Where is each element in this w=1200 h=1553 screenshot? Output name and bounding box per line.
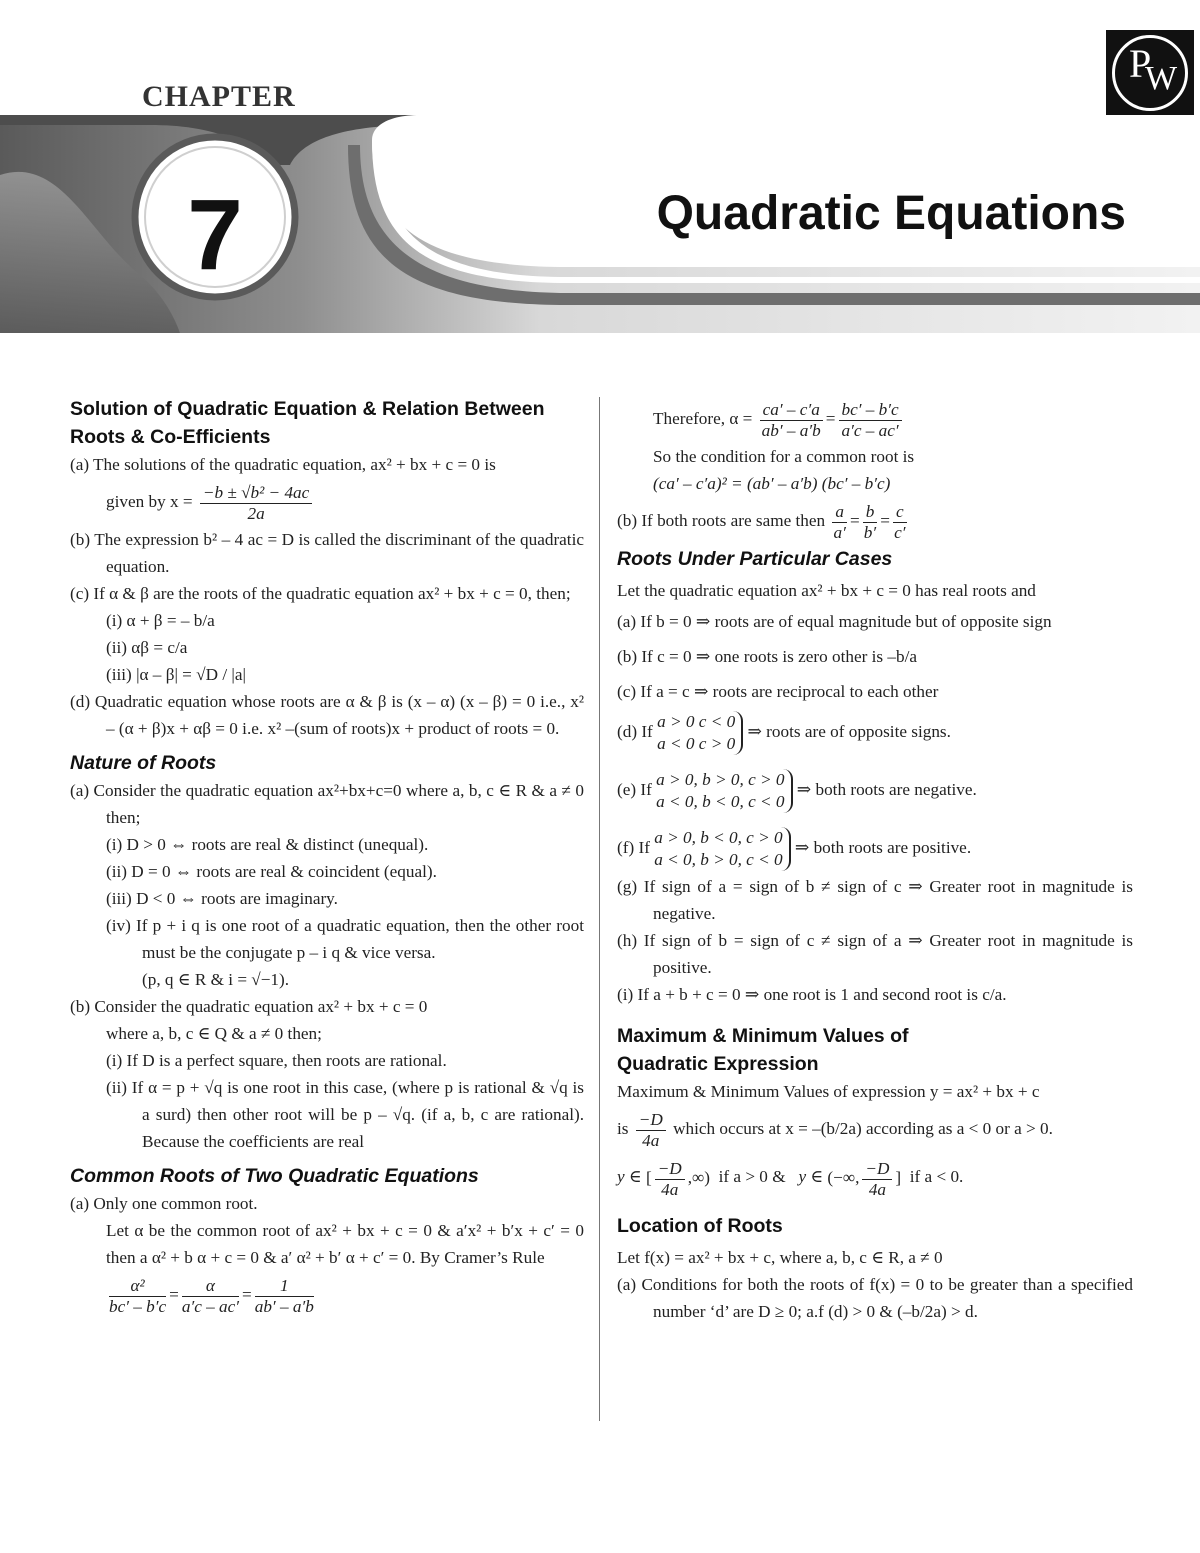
particular-f-result: ⇒ both roots are positive. [794,837,972,857]
range-line [617,1153,1133,1202]
particular-e-label: (e) If [617,779,652,799]
alpha-frac-1 [760,400,823,441]
chapter-label: CHAPTER [142,80,296,113]
particular-h: (h) If sign of b = sign of c ≠ sign of a ⇒ Greater root in magnitude is positive. [617,931,1133,977]
range-1-den: 4a [661,1179,679,1199]
particular-e-line1: a > 0, b > 0, c > 0 [656,770,785,789]
pw-logo [1106,30,1194,115]
left-column [70,395,584,1319]
nature-b-ii: (ii) If α = p + √q is one root in this case, (where p is rational & √q is a surd) then other root will be p – √q. (if a, b, c are rational). Because the coefficients are real [106,1078,584,1151]
formula-fraction [200,483,312,524]
cramer-frac-3-den: ab′ – a′b [254,1296,314,1316]
particular-d-result: ⇒ roots are of opposite signs. [747,721,951,741]
nature-a-ii: (ii) D = 0 ⇔ roots are real & coincident (equal). [106,862,437,881]
same-frac-2 [863,502,878,543]
common-roots-a: (a) Only one common root. [70,1194,258,1213]
para-solution-c: (c) If α & β are the roots of the quadratic equation ax² + bx + c = 0, then; [70,584,571,603]
particular-intro: Let the quadratic equation ax² + bx + c = 0 has real roots and [617,581,1036,600]
section-heading-particular-cases: Roots Under Particular Cases [617,548,893,570]
particular-b: (b) If c = 0 ⇒ one roots is zero other is –b/a [617,647,917,666]
particular-f-label: (f) If [617,837,650,857]
max-min-frac-den: 4a [642,1130,660,1150]
cramer-frac-3 [255,1276,314,1317]
cramer-frac-2-num: α [182,1276,239,1297]
column-divider [599,397,600,1421]
nature-b: (b) Consider the quadratic equation ax² + bx + c = 0 [70,997,428,1016]
cramer-frac-2-den: a′c – ac′ [181,1296,240,1316]
max-min-text: Maximum & Minimum Values of expression y = ax² + bx + c [617,1082,1040,1101]
max-min-heading-line1: Maximum & Minimum Values of [617,1025,909,1047]
particular-d-label: (d) If [617,721,653,741]
both-roots-same: (b) If both roots are same then $\frac{a}{a'}$ = $\frac{b}{b'}$ = $\frac{c}{c'}$ [617,501,906,542]
particular-d-line1: a > 0 c < 0 [657,712,736,731]
cramer-frac-1 [109,1276,166,1317]
para-solution-a: (a) The solutions of the quadratic equation, ax² + bx + c = 0 is [70,455,496,474]
particular-d [617,711,1133,755]
cramer-frac-1-den: bc′ – b′c [109,1296,167,1316]
particular-f-brace [654,827,790,871]
chapter-title: Quadratic Equations [656,187,1126,240]
particular-f [617,827,1133,871]
formula-lead: given by x = [106,492,193,511]
nature-a-iv-note: (p, q ∈ R & i = √−1). [142,970,290,989]
nature-a-iii: (iii) D < 0 ⇔ roots are imaginary. [106,889,338,908]
pw-logo-mark: P W [1112,35,1188,111]
quadratic-formula [70,478,584,526]
common-roots-text: Let α be the common root of ax² + bx + c = 0 & a′x² + b′x + c′ = 0 then a α² + b α + c = 0 & a′ α² + b′ α + c′ = 0. By Cramer’s Rule [106,1221,584,1267]
same-frac-3-num: c [893,502,907,523]
max-min-frac-num: −D [636,1110,666,1131]
particular-e-line2: a < 0, b < 0, c < 0 [656,792,785,811]
range-1: [ $\frac{-D}{4a}$ ,∞) [645,1158,710,1199]
alpha-frac-2-num: bc′ – b′c [839,400,902,421]
formula-num: −b ± √b² − 4ac [200,483,312,504]
particular-e-brace [656,769,792,813]
particular-i: (i) If a + b + c = 0 ⇒ one root is 1 and second root is c/a. [617,985,1007,1004]
particular-e [617,769,1133,813]
same-frac-3-den: c′ [894,522,906,542]
nature-a: (a) Consider the quadratic equation ax²+bx+c=0 where a, b, c ∈ R & a ≠ 0 then; [70,781,584,827]
para-solution-d: (d) Quadratic equation whose roots are α & β is (x – α) (x – β) = 0 i.e., x² – (α + β)x + αβ = 0 i.e. x² –(sum of roots)x + product of roots = 0. [70,692,584,738]
nature-b-i: (i) If D is a perfect square, then roots are rational. [106,1051,447,1070]
right-column [617,395,1133,1325]
max-min-heading-line2: Quadratic Expression [617,1053,819,1075]
therefore-label: Therefore, [653,409,726,428]
cramer-frac-2 [182,1276,239,1317]
relation-sum: (i) α + β = – b/a [106,611,215,630]
particular-g: (g) If sign of a = sign of b ≠ sign of c ⇒ Greater root in magnitude is negative. [617,877,1133,923]
range-1-num: −D [655,1159,685,1180]
range-2-frac [862,1159,892,1200]
section-heading-solution: Solution of Quadratic Equation & Relation Between Roots & Co-Efficients [70,398,545,448]
alpha-frac-1-num: ca′ – c′a [760,400,823,421]
particular-d-brace [657,711,743,755]
condition-intro: So the condition for a common root is [653,447,915,466]
nature-a-i: (i) D > 0 ⇔ roots are real & distinct (unequal). [106,835,429,854]
particular-e-result: ⇒ both roots are negative. [796,779,977,799]
location-a: (a) Conditions for both the roots of f(x) = 0 to be greater than a specified number ‘d’ are D ≥ 0; a.f (d) > 0 & (–b/2a) > d. [617,1275,1133,1322]
same-frac-1 [832,502,847,543]
particular-c: (c) If a = c ⇒ roots are reciprocal to each other [617,682,939,701]
range-y1: y ∈ [617,1167,642,1186]
alpha-frac-2-den: a′c – ac′ [841,420,899,440]
section-heading-max-min [617,1022,1133,1078]
location-intro: Let f(x) = ax² + bx + c, where a, b, c ∈ R, a ≠ 0 [617,1248,943,1268]
same-frac-1-den: a′ [833,522,846,542]
formula-den: 2a [247,503,265,523]
range-2-condition: if a < 0. [909,1167,964,1186]
chapter-number: 7 [187,179,243,291]
relation-product: (ii) αβ = c/a [106,638,188,657]
nature-b-cond: where a, b, c ∈ Q & a ≠ 0 then; [106,1024,322,1043]
max-min-frac [636,1110,666,1151]
relation-difference: (iii) |α – β| = √D / |a| [106,665,246,684]
alpha-eq: α = [729,409,753,428]
range-2: (−∞, $\frac{-D}{4a}$ ] [827,1158,902,1199]
particular-a: (a) If b = 0 ⇒ roots are of equal magnitude but of opposite sign [617,612,1052,631]
max-min-rest: which occurs at x = –(b/2a) according as a < 0 or a > 0. [673,1119,1053,1138]
range-1-tail: ,∞ [687,1168,705,1188]
same-frac-1-num: a [832,502,847,523]
section-heading-nature: Nature of Roots [70,752,217,774]
max-min-value [617,1105,1133,1153]
range-2-num: −D [862,1159,892,1180]
cramer-frac-1-num: α² [109,1276,166,1297]
both-roots-same-label: (b) If both roots are same then [617,511,826,530]
range-y2: y ∈ [798,1167,824,1186]
section-heading-location: Location of Roots [617,1215,783,1238]
common-root-alpha: Therefore, α = $\frac{ca' - c'a}{ab' - a'b}$ = $\frac{bc' - b'c}{a'c - ac'}$ [617,395,1133,443]
same-frac-2-num: b [863,502,878,523]
same-frac-3 [893,502,907,543]
cramer-frac-3-num: 1 [255,1276,314,1297]
section-heading-common-roots: Common Roots of Two Quadratic Equations [70,1165,479,1187]
same-frac-2-den: b′ [863,522,877,542]
cramer-fractions: $\frac{\text{α²}}{bc' - b'c}$ = $\frac{\alpha}{a'c - ac'}$ = $\frac{1}{ab' - a'b}$ [109,1275,314,1316]
range-2-head: −∞, [833,1168,860,1188]
nature-a-iv: (iv) If p + i q is one root of a quadratic equation, then the other root must be the conjugate p – i q & vice versa. [106,916,584,962]
condition-formula: (ca′ – c′a)² = (ab′ – a′b) (bc′ – b′c) [653,474,891,493]
alpha-frac-1-den: ab′ – a′b [761,420,821,440]
para-solution-b: (b) The expression b² – 4 ac = D is called the discriminant of the quadratic equation. [70,530,584,576]
range-1-condition: if a > 0 & [718,1167,786,1186]
max-min-is: is [617,1119,629,1138]
particular-d-line2: a < 0 c > 0 [657,734,736,753]
range-2-den: 4a [868,1179,886,1199]
alpha-frac-2 [839,400,902,441]
particular-f-line1: a > 0, b < 0, c > 0 [654,828,783,847]
particular-f-line2: a < 0, b > 0, c < 0 [654,850,783,869]
range-1-frac [655,1159,685,1200]
